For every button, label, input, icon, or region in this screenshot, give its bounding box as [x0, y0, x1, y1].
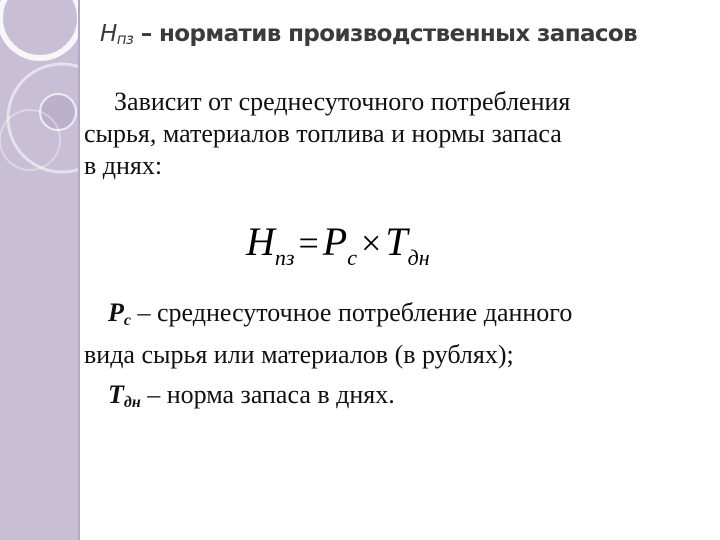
- formula-equals: =: [298, 223, 319, 263]
- title-subscript: пз: [116, 30, 134, 48]
- definition-pc-text: – среднесуточное потребление данного: [131, 298, 573, 327]
- definition-pc: [84, 296, 704, 372]
- decorative-circles: [0, 0, 78, 540]
- paragraph-line-2: сырья, материалов топлива и нормы запаса: [84, 119, 562, 148]
- formula-p: Р: [322, 219, 348, 264]
- definition-pc-symbol: $Р_с$: [108, 298, 131, 329]
- paragraph-line-1: Зависит от среднесуточного потребления: [114, 87, 571, 116]
- decorative-sidebar: [0, 0, 80, 540]
- formula-lhs-sub: пз: [274, 245, 295, 270]
- formula-lhs: Н: [246, 219, 275, 264]
- definition-pc-text2: вида сырья или материалов (в рублях);: [84, 340, 514, 369]
- formula-times: ×: [361, 223, 382, 263]
- intro-paragraph: [84, 86, 704, 182]
- formula-t-sub: дн: [407, 245, 430, 270]
- definition-tdn-text: – норма запаса в днях.: [140, 380, 395, 409]
- paragraph-line-3: в днях:: [84, 151, 163, 180]
- definition-tdn: [84, 378, 704, 420]
- title-symbol: Н: [100, 21, 117, 47]
- definition-tdn-symbol: $Т_{дн}$: [108, 380, 141, 411]
- title-text: – норматив производственных запасов: [133, 21, 638, 47]
- formula-t: Т: [385, 219, 408, 264]
- formula: [246, 218, 516, 268]
- formula-p-sub: с: [347, 245, 357, 270]
- slide-title: [100, 21, 716, 48]
